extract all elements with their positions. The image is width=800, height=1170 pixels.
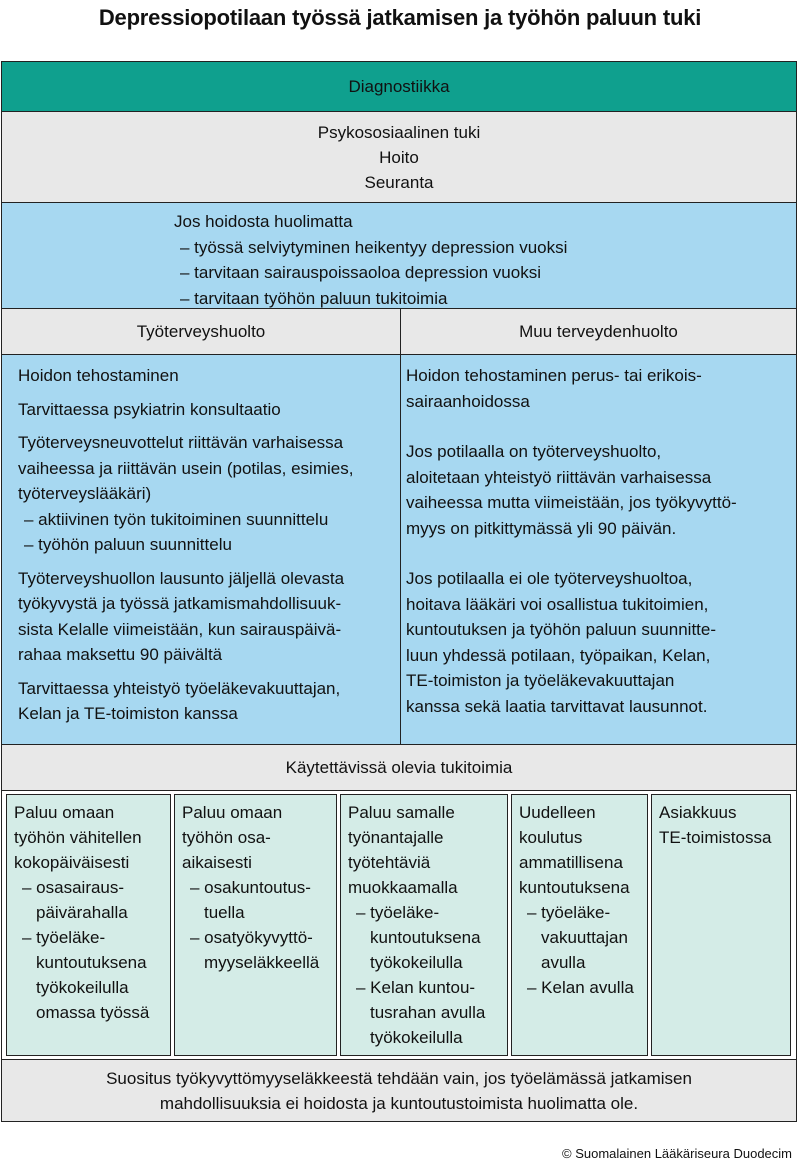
occupational-health-heading: Työterveyshuolto bbox=[136, 321, 266, 341]
right-text: sairaanhoidossa bbox=[406, 391, 530, 411]
measure-item: työkokeilulla bbox=[370, 953, 463, 972]
condition-item: – tarvitaan työhön paluun tukitoimia bbox=[180, 288, 448, 308]
measure-head: työtehtäviä bbox=[348, 853, 431, 872]
measure-head: Paluu omaan bbox=[14, 803, 115, 822]
diagnostics-band bbox=[1, 61, 797, 112]
right-text: aloitetaan yhteistyö riittävän varhaisessa bbox=[406, 467, 712, 487]
measure-item: – Kelan avulla bbox=[527, 978, 634, 997]
measure-item: tuella bbox=[204, 903, 245, 922]
support-measure-box bbox=[340, 794, 508, 1056]
measure-item: päivärahalla bbox=[36, 903, 128, 922]
left-text: Tarvittaessa yhteistyö työeläkevakuuttajan, bbox=[18, 678, 341, 698]
support-measure-box bbox=[511, 794, 648, 1056]
support-measure-box bbox=[6, 794, 171, 1056]
right-text: kuntoutuksen ja työhön paluun suunnitte- bbox=[406, 620, 717, 639]
measure-item: kuntoutuksena bbox=[36, 953, 147, 972]
care-path-body bbox=[1, 355, 797, 745]
measure-item: – Kelan kuntou- bbox=[356, 978, 476, 997]
left-text: Työterveysneuvottelut riittävän varhaisessa bbox=[18, 433, 344, 452]
measure-item: työkokeilulla bbox=[370, 1028, 463, 1047]
measure-head: Uudelleen bbox=[519, 803, 596, 822]
left-text: työterveyslääkäri) bbox=[18, 484, 152, 503]
condition-item: – tarvitaan sairauspoissaoloa depression vuoksi bbox=[180, 263, 541, 282]
measure-item: tusrahan avulla bbox=[370, 1003, 486, 1022]
measure-item: – työeläke- bbox=[527, 903, 611, 922]
care-path-headers bbox=[1, 309, 797, 355]
left-text: työkyvystä ja työssä jatkamismahdollisuuk- bbox=[18, 594, 342, 613]
right-text: hoitava lääkäri voi osallistua tukitoimien, bbox=[406, 594, 709, 614]
measure-item: työkokeilulla bbox=[36, 978, 129, 997]
measure-item: myyseläkkeellä bbox=[204, 953, 320, 972]
support-measures-band bbox=[1, 791, 797, 1060]
copyright-notice: © Suomalainen Lääkäriseura Duodecim bbox=[562, 1146, 792, 1161]
measure-head: koulutus bbox=[519, 828, 583, 847]
care-line: Psykososiaalinen tuki bbox=[317, 123, 481, 142]
measure-item: – osasairaus- bbox=[22, 878, 125, 897]
right-text: luun yhdessä potilaan, työpaikan, Kelan, bbox=[406, 645, 711, 665]
measure-head: Paluu omaan bbox=[182, 803, 283, 822]
right-text: Jos potilaalla ei ole työterveyshuoltoa, bbox=[406, 569, 693, 588]
support-measures-heading: Käytettävissä olevia tukitoimia bbox=[285, 757, 513, 777]
left-text: Tarvittaessa psykiatrin konsultaatio bbox=[18, 399, 281, 419]
measure-head: muokkaamalla bbox=[348, 878, 458, 897]
measure-item: – osatyökyvyttö- bbox=[190, 928, 313, 947]
condition-item: – työssä selviytyminen heikentyy depression vuoksi bbox=[180, 237, 568, 257]
measure-item: – työeläke- bbox=[356, 903, 440, 922]
measure-head: TE-toimistossa bbox=[659, 828, 772, 847]
left-text: vaiheessa ja riittävän usein (potilas, esimies, bbox=[18, 458, 354, 478]
right-text: vaiheessa mutta viimeistään, jos työkyvyttö- bbox=[406, 493, 737, 512]
measure-head: Paluu samalle bbox=[348, 803, 455, 822]
measure-head: ammatillisena bbox=[519, 853, 623, 872]
recommendation-line: Suositus työkyvyttömyyseläkkeestä tehdään vain, jos työelämässä jatkamisen bbox=[106, 1069, 692, 1088]
measure-item: – osakuntoutus- bbox=[190, 878, 311, 897]
other-healthcare-heading: Muu terveydenhuolto bbox=[519, 321, 678, 341]
left-text: rahaa maksettu 90 päivältä bbox=[18, 645, 223, 664]
right-text: myys on pitkittymässä yli 90 päivän. bbox=[406, 518, 677, 538]
support-measures-heading-band bbox=[1, 745, 797, 791]
page-title: Depressiopotilaan työssä jatkamisen ja työhön paluun tuki bbox=[98, 5, 702, 30]
measure-item: – työeläke- bbox=[22, 928, 106, 947]
other-healthcare-column bbox=[406, 363, 792, 719]
left-item: – aktiivinen työn tukitoiminen suunnittelu bbox=[24, 509, 329, 529]
right-text: Hoidon tehostaminen perus- tai erikois- bbox=[406, 366, 702, 385]
measure-item: kuntoutuksena bbox=[370, 928, 481, 947]
measure-head: työnantajalle bbox=[348, 828, 444, 847]
measure-item: avulla bbox=[541, 953, 586, 972]
left-text: sista Kelalle viimeistään, kun sairauspäivä- bbox=[18, 619, 342, 639]
measure-head: työhön osa- bbox=[182, 828, 271, 847]
diagnostics-label: Diagnostiikka bbox=[348, 76, 450, 96]
recommendation-line: mahdollisuuksia ei hoidosta ja kuntoutustoimista huolimatta ole. bbox=[159, 1094, 639, 1113]
left-text: Työterveyshuollon lausunto jäljellä olevasta bbox=[18, 568, 345, 588]
care-line: Seuranta bbox=[364, 173, 434, 192]
left-item: – työhön paluun suunnittelu bbox=[24, 535, 232, 554]
recommendation-band bbox=[1, 1060, 797, 1122]
support-measure-box bbox=[651, 794, 791, 1056]
right-text: kanssa sekä laatia tarvittavat lausunnot. bbox=[406, 696, 708, 716]
condition-intro: Jos hoidosta huolimatta bbox=[174, 212, 353, 231]
measure-head: Asiakkuus bbox=[659, 803, 737, 822]
measure-item: omassa työssä bbox=[36, 1003, 150, 1022]
right-text: TE-toimiston ja työeläkevakuuttajan bbox=[406, 671, 675, 690]
left-text: Kelan ja TE-toimiston kanssa bbox=[18, 704, 238, 723]
measure-head: aikaisesti bbox=[182, 853, 252, 872]
column-divider bbox=[400, 355, 401, 744]
right-text: Jos potilaalla on työterveyshuolto, bbox=[406, 442, 662, 461]
left-text: Hoidon tehostaminen bbox=[18, 366, 179, 385]
care-band bbox=[1, 112, 797, 203]
measure-item: vakuuttajan bbox=[541, 928, 628, 947]
measure-head: kuntoutuksena bbox=[519, 878, 630, 897]
occupational-health-column bbox=[18, 363, 398, 727]
support-measure-box bbox=[174, 794, 337, 1056]
measure-head: kokopäiväisesti bbox=[14, 853, 130, 872]
condition-band bbox=[1, 203, 797, 309]
measure-head: työhön vähitellen bbox=[14, 828, 142, 847]
care-line: Hoito bbox=[379, 148, 419, 167]
